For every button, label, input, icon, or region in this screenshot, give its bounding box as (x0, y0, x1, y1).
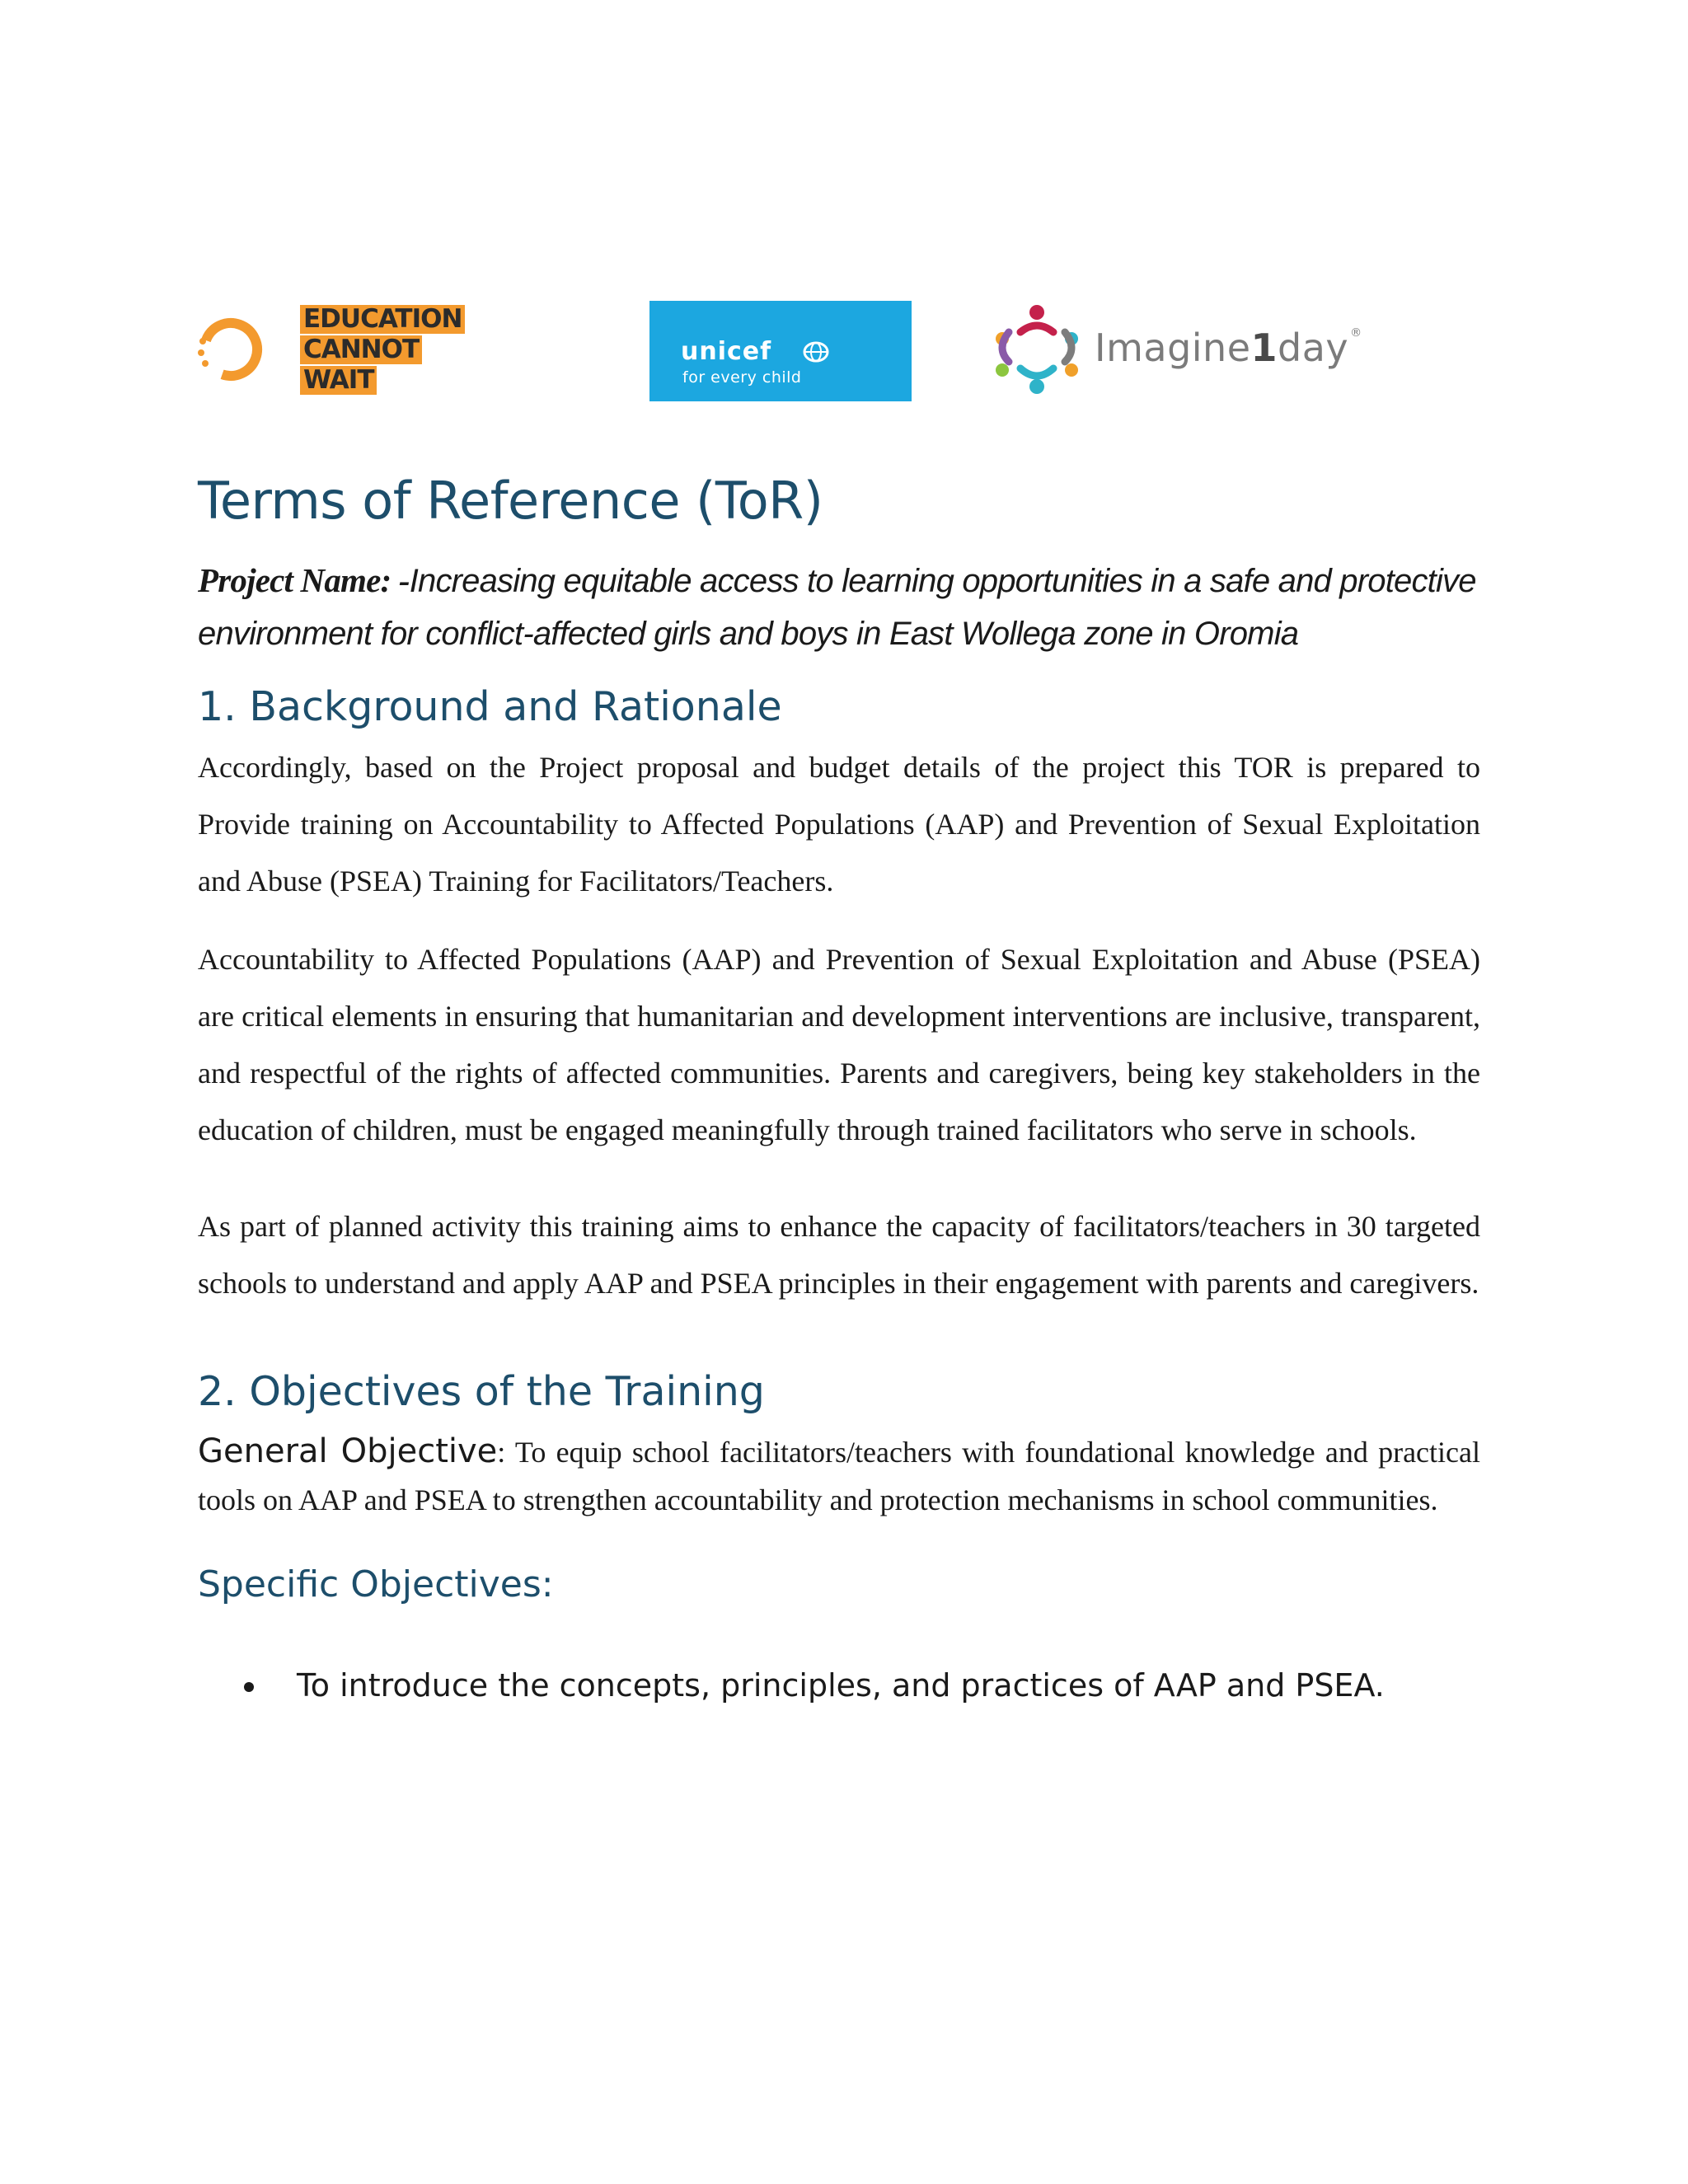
ecw-line-1: EDUCATION (300, 305, 465, 334)
ecw-line-2: CANNOT (300, 335, 422, 364)
section-1-heading: 1. Background and Rationale (198, 683, 782, 730)
ecw-ring-icon (198, 316, 264, 382)
document-body (198, 462, 1480, 1710)
imagine1day-logo (991, 301, 1403, 401)
ecw-line-3: WAIT (300, 366, 377, 395)
general-objective-paragraph (198, 1427, 1480, 1524)
general-objective-text: : To equip school facilitators/teachers with foundational knowledge and practical tools on AAP and PSEA to strengthen accountability and protection mechanisms in school communities. (198, 1436, 1480, 1516)
specific-objectives-list (198, 1661, 1480, 1710)
project-name-label: Project Name: - (198, 561, 410, 599)
project-name-line (198, 554, 1480, 660)
education-cannot-wait-logo (195, 305, 467, 400)
document-title: Terms of Reference (ToR) (198, 471, 823, 531)
unicef-tagline: for every child (682, 368, 802, 387)
background-paragraph-3: As part of planned activity this training aims to enhance the capacity of facilitators/teachers in 30 targeted schools to understand and apply AAP and PSEA principles in their engagement with parents and caregivers. (198, 1210, 1480, 1300)
project-name-value: Increasing equitable access to learning opportunities in a safe and protective environment for conflict-affected girls and boys in East Wollega zone in Oromia (198, 563, 1476, 652)
imagine-word-prefix: Imagine (1095, 326, 1251, 370)
imagine-word-suffix: day (1278, 326, 1349, 370)
imagine-word-number: 1 (1250, 326, 1278, 370)
unicef-wordmark: unicef (681, 337, 772, 366)
background-paragraph-2: Accountability to Affected Populations (AAP) and Prevention of Sexual Exploitation and Abuse (PSEA) are critical elements in ensuring that humanitarian and development interventions are inclusive, transparent, and respectful of the rights of affected communities. Parents and caregivers, being key stakeholders in the education of children, must be engaged meaningfully through trained facilitators who serve in schools. (198, 943, 1480, 1146)
imagine1day-wordmark (1095, 326, 1362, 370)
specific-objective-text: To introduce the concepts, principles, and practices of AAP and PSEA. (297, 1667, 1385, 1704)
logo-row (195, 301, 1431, 408)
ecw-wordmark (300, 305, 465, 396)
section-2-heading: 2. Objectives of the Training (198, 1368, 765, 1415)
imagine1day-people-icon (991, 301, 1083, 396)
specific-objectives-heading: Specific Objectives: (198, 1563, 554, 1605)
bullet-icon (244, 1682, 254, 1692)
unicef-globe-icon (803, 340, 829, 363)
general-objective-label: General Objective (198, 1432, 498, 1470)
background-paragraph-1: Accordingly, based on the Project proposal and budget details of the project this TOR is prepared to Provide training on Accountability to Affected Populations (AAP) and Prevention of Sexual Exploitation and Abuse (PSEA) Training for Facilitators/Teachers. (198, 751, 1480, 898)
unicef-logo (649, 301, 912, 401)
list-item (198, 1661, 1480, 1710)
registered-mark: ® (1350, 326, 1362, 340)
